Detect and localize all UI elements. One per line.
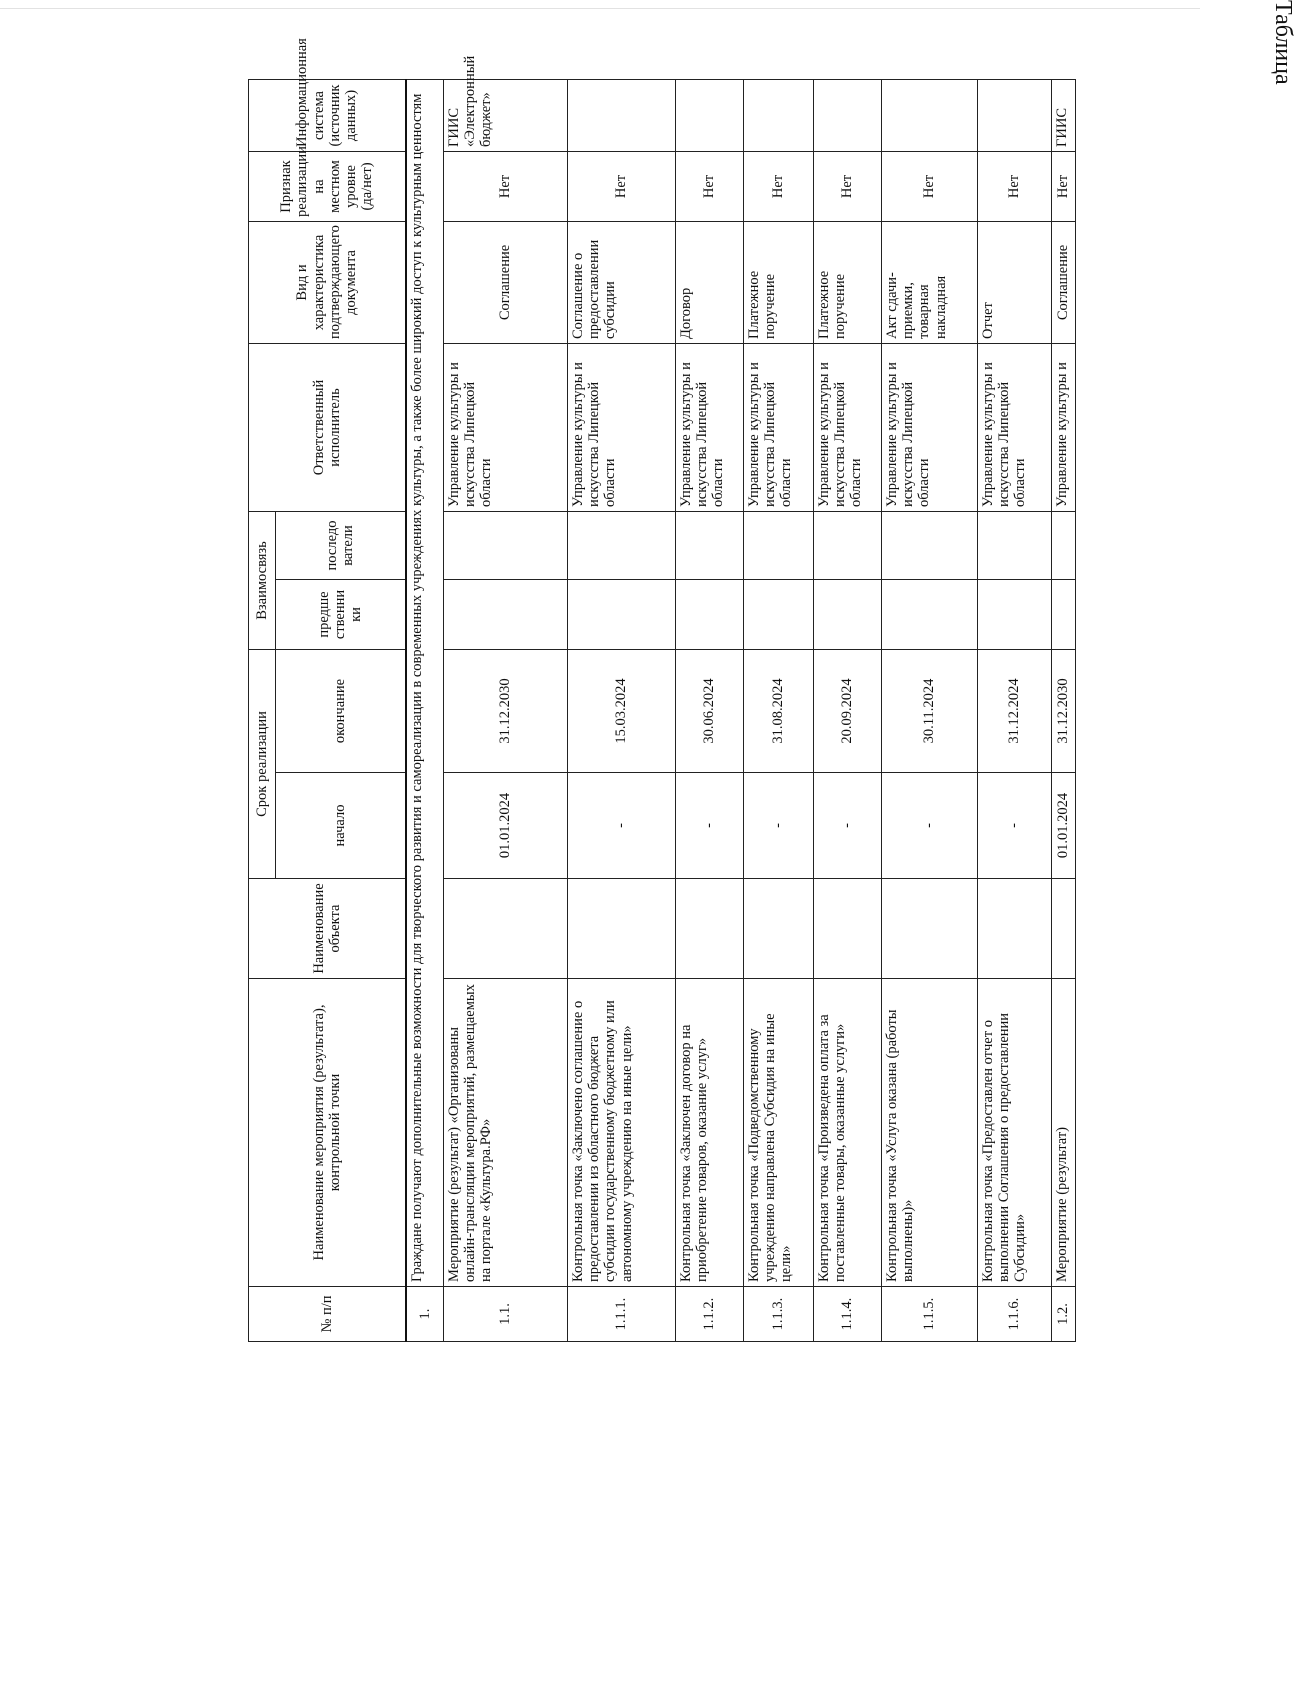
- table-label: Таблица: [1270, 0, 1296, 85]
- header-num: № п/п: [249, 1287, 406, 1342]
- table-row: [676, 79, 744, 1341]
- row-local: Нет: [676, 151, 744, 221]
- row-predecessors: [444, 580, 568, 650]
- row-infosystem: ГИИС «Электронный бюджет»: [444, 79, 568, 151]
- row-object: [744, 879, 814, 979]
- row-local: Нет: [978, 151, 1052, 221]
- section-text: Граждане получают дополнительные возможности для творческого развития и самореализации в современных учреждениях культуры, а также более широкий доступ к культурным ценностям: [406, 79, 444, 1286]
- row-local: Нет: [444, 151, 568, 221]
- table-caption: [1269, 0, 1296, 85]
- row-object: [882, 879, 978, 979]
- table-row: [744, 79, 814, 1341]
- row-object: [444, 879, 568, 979]
- header-local: Признак реализации на местном уровне (да/нет): [249, 151, 406, 221]
- row-document: Отчет: [978, 221, 1052, 343]
- row-num: 1.1.: [444, 1287, 568, 1342]
- row-infosystem: ГИИС: [1052, 79, 1076, 151]
- row-infosystem: [978, 79, 1052, 151]
- row-document: Акт сдачи-приемки, товарная накладная: [882, 221, 978, 343]
- row-name: Контрольная точка «Заключено соглашение о предоставлении из областного бюджета субсидии государственному бюджетному или автономному учреждению на иные цели»: [568, 979, 676, 1287]
- row-start: -: [744, 773, 814, 879]
- row-local: Нет: [568, 151, 676, 221]
- row-responsible: Управление культуры и искусства Липецкой области: [882, 343, 978, 511]
- row-start: -: [882, 773, 978, 879]
- row-name: Мероприятие (результат): [1052, 979, 1076, 1287]
- row-num: 1.1.6.: [978, 1287, 1052, 1342]
- header-predecessors: предше ственни ки: [276, 580, 406, 650]
- row-predecessors: [978, 580, 1052, 650]
- header-row-1: [249, 79, 276, 1341]
- row-infosystem: [568, 79, 676, 151]
- row-predecessors: [744, 580, 814, 650]
- table-row: [978, 79, 1052, 1341]
- row-successors: [568, 511, 676, 579]
- row-document: Соглашение: [1052, 221, 1076, 343]
- row-end: 15.03.2024: [568, 650, 676, 773]
- row-end: 31.12.2030: [444, 650, 568, 773]
- row-responsible: Управление культуры и искусства Липецкой области: [568, 343, 676, 511]
- header-successors: последо ватели: [276, 511, 406, 579]
- table-row: [444, 79, 568, 1341]
- row-infosystem: [744, 79, 814, 151]
- row-local: Нет: [744, 151, 814, 221]
- row-infosystem: [676, 79, 744, 151]
- table-row: [568, 79, 676, 1341]
- row-successors: [1052, 511, 1076, 579]
- header-document: Вид и характеристика подтверждающего документа: [249, 221, 406, 343]
- header-end: окончание: [276, 650, 406, 773]
- events-table: [248, 38, 1076, 1342]
- row-responsible: Управление культуры и искусства Липецкой области: [744, 343, 814, 511]
- row-document: Платежное поручение: [744, 221, 814, 343]
- row-infosystem: [814, 79, 882, 151]
- row-name: Контрольная точка «Заключен договор на приобретение товаров, оказание услуг»: [676, 979, 744, 1287]
- table-row: [882, 79, 978, 1341]
- table-row: [814, 79, 882, 1341]
- row-predecessors: [676, 580, 744, 650]
- row-local: Нет: [1052, 151, 1076, 221]
- row-start: -: [568, 773, 676, 879]
- row-start: -: [814, 773, 882, 879]
- header-relation: Взаимосвязь: [249, 511, 276, 649]
- row-start: 01.01.2024: [444, 773, 568, 879]
- row-end: 31.12.2024: [978, 650, 1052, 773]
- row-local: Нет: [882, 151, 978, 221]
- row-num: 1.2.: [1052, 1287, 1076, 1342]
- row-successors: [744, 511, 814, 579]
- row-end: 20.09.2024: [814, 650, 882, 773]
- row-responsible: Управление культуры и: [1052, 343, 1076, 511]
- row-infosystem: [882, 79, 978, 151]
- header-name: Наименование мероприятия (результата), контрольной точки: [249, 979, 406, 1287]
- row-name: Мероприятие (результат) «Организованы онлайн-трансляции мероприятий, размещаемых на портале «Культура.РФ»: [444, 979, 568, 1287]
- header-start: начало: [276, 773, 406, 879]
- row-successors: [814, 511, 882, 579]
- row-num: 1.1.5.: [882, 1287, 978, 1342]
- row-responsible: Управление культуры и искусства Липецкой области: [814, 343, 882, 511]
- row-name: Контрольная точка «Подведомственному учреждению направлена Субсидия на иные цели»: [744, 979, 814, 1287]
- row-document: Платежное поручение: [814, 221, 882, 343]
- row-name: Контрольная точка «Предоставлен отчет о выполнении Соглашения о предоставлении Субсидии»: [978, 979, 1052, 1287]
- row-document: Договор: [676, 221, 744, 343]
- header-period: Срок реализации: [249, 650, 276, 879]
- rotated-page: [248, 38, 1148, 1342]
- row-responsible: Управление культуры и искусства Липецкой области: [676, 343, 744, 511]
- row-name: Контрольная точка «Произведена оплата за поставленные товары, оказанные услуги»: [814, 979, 882, 1287]
- row-responsible: Управление культуры и искусства Липецкой области: [444, 343, 568, 511]
- row-end: 31.08.2024: [744, 650, 814, 773]
- row-successors: [676, 511, 744, 579]
- row-start: -: [978, 773, 1052, 879]
- header-responsible: Ответственный исполнитель: [249, 343, 406, 511]
- row-responsible: Управление культуры и искусства Липецкой области: [978, 343, 1052, 511]
- row-end: 30.11.2024: [882, 650, 978, 773]
- row-predecessors: [882, 580, 978, 650]
- row-num: 1.1.1.: [568, 1287, 676, 1342]
- row-end: 30.06.2024: [676, 650, 744, 773]
- scan-edge-line: [0, 8, 1200, 9]
- row-object: [1052, 879, 1076, 979]
- row-predecessors: [814, 580, 882, 650]
- row-object: [814, 879, 882, 979]
- row-successors: [978, 511, 1052, 579]
- row-end: 31.12.2030: [1052, 650, 1076, 773]
- row-name: Контрольная точка «Услуга оказана (работы выполнены)»: [882, 979, 978, 1287]
- row-document: Соглашение: [444, 221, 568, 343]
- row-start: -: [676, 773, 744, 879]
- row-start: 01.01.2024: [1052, 773, 1076, 879]
- row-object: [978, 879, 1052, 979]
- row-successors: [882, 511, 978, 579]
- header-infosystem: Информационная система (источник данных): [249, 79, 406, 151]
- row-document: Соглашение о предоставлении субсидии: [568, 221, 676, 343]
- section-num: 1.: [406, 1287, 444, 1342]
- row-object: [568, 879, 676, 979]
- header-object: Наименование объекта: [249, 879, 406, 979]
- table-row: [1052, 79, 1076, 1341]
- section-row: [406, 79, 444, 1341]
- row-predecessors: [1052, 580, 1076, 650]
- row-object: [676, 879, 744, 979]
- row-predecessors: [568, 580, 676, 650]
- row-successors: [444, 511, 568, 579]
- row-num: 1.1.3.: [744, 1287, 814, 1342]
- row-num: 1.1.2.: [676, 1287, 744, 1342]
- row-num: 1.1.4.: [814, 1287, 882, 1342]
- row-local: Нет: [814, 151, 882, 221]
